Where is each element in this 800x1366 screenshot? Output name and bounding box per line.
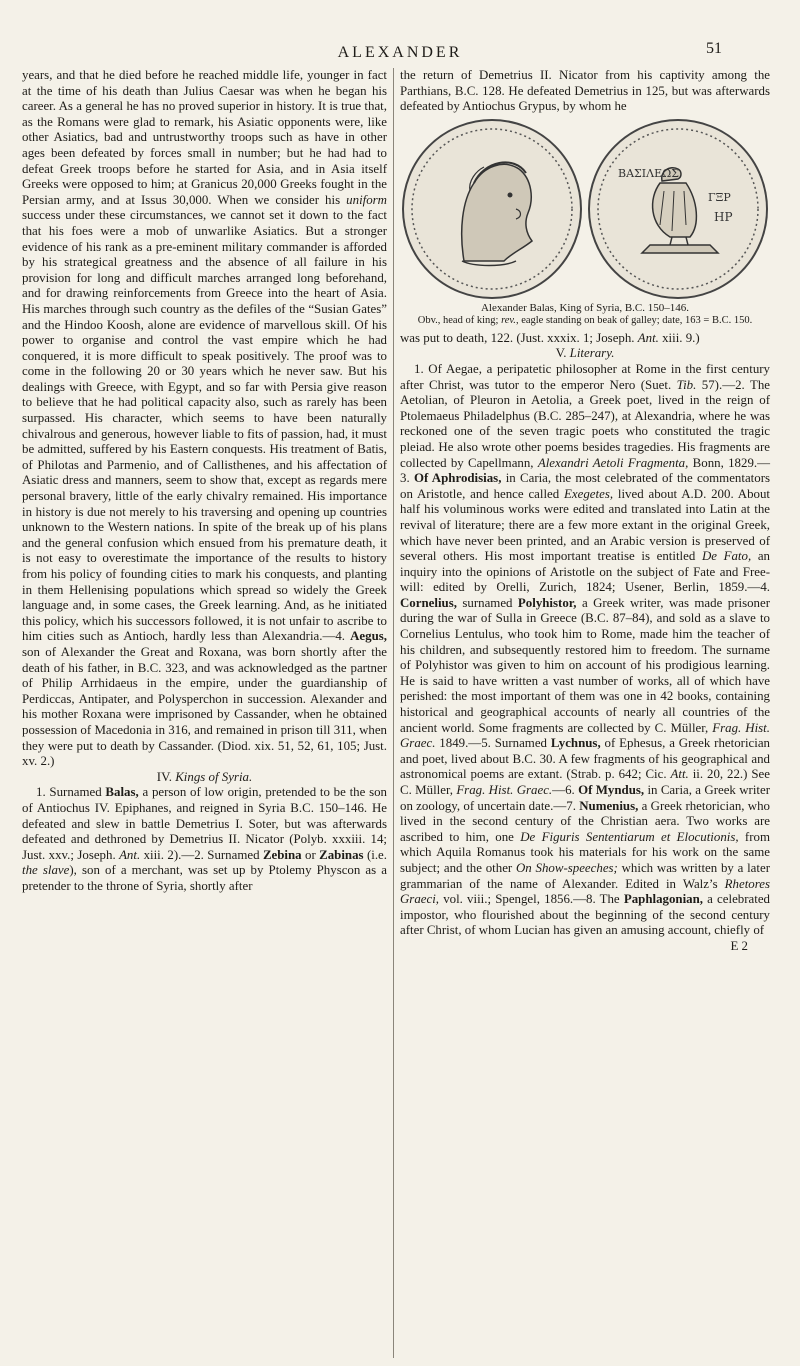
svg-text:ΓΞΡ: ΓΞΡ <box>708 190 731 204</box>
coin-head-of-king-icon <box>402 119 582 299</box>
paragraph: 1. Surnamed Balas, a person of low origin, pretended to be the son of Antiochus IV. Epiphanes, and reigned in Syria B.C. 150–146. He defeated and slew in battle Demetrius I. Soter, but was afterwards defeated and dethroned by Demetrius II. Nicator (Polyb. xxxiii. 14; Just. xxv.; Joseph. Ant. xiii. 2).—2. Surnamed Zebina or Zabinas (i.e. the slave), son of a merchant, was set up by Ptolemy Physcon as a pretender to the throne of Syria, shortly after <box>22 785 388 893</box>
column-divider <box>393 68 394 1358</box>
paragraph: 1. Of Aegae, a peripatetic philosopher at Rome in the first century after Christ, was tutor to the emperor Nero (Suet. Tib. 57).—2. The Aetolian, of Pleuron in Aetolia, a Greek poet, lived in the reign of Ptolemaeus Philadelphus (B.C. 285–247), at Alexandria, where he was reckoned one of the seven tragic poets who constituted the tragic pleiad. He also wrote other poems besides tragedies. His fragments are collected by Capellmann, Alexandri Aetoli Fragmenta, Bonn, 1829.—3. Of Aphrodisias, in Caria, the most celebrated of the commentators on Aristotle, and hence called Exegetes, lived about A.D. 200. About half his voluminous works were edited and translated into Latin at the revival of literature; there are a few more extant in the original Greek, which have never been printed, and an Arabic version is preserved of several others. His most important treatise is entitled De Fato, an inquiry into the opinions of Aristotle on the subject of Fate and Free-will: edited by Orelli, Zurich, 1824; Usener, Berlin, 1859.—4. Cornelius, surnamed Polyhistor, a Greek writer, was made prisoner during the war of Sulla in Greece (B.C. 87–84), and sold as a slave to Cornelius Lentulus, who took him to Rome, made him the teacher of his children, and subsequently restored him to freedom. The surname of Polyhistor was given to him on account of his prodigious learning. He is said to have written a vast number of works, all of which have perished: the most important of them was one in 42 books, containing historical and geographical accounts of nearly all countries of the ancient world. Some fragments are collected by C. Müller, Frag. Hist. Graec. 1849.—5. Surnamed Lychnus, of Ephesus, a Greek rhetorician and poet, lived about B.C. 30. A few fragments of his geographical and astronomical poems are extant. (Strab. p. 642; Cic. Att. ii. 20, 22.) See C. Müller, Frag. Hist. Graec.—6. Of Myndus, in Caria, a Greek writer on zoology, of uncertain date.—7. Numenius, a Greek rhetorician, who lived in the second century of the Christian aera. Two works are ascribed to him, one De Figuris Sententiarum et Elocutionis, from which Aquila Romanus took his materials for his work on the same subject; and the other On Show-speeches; which was written by a later grammarian of the name of Alexander. Edited in Walz’s Rhetores Graeci, vol. viii.; Spengel, 1856.—8. The Paphlagonian, a celebrated impostor, who flourished about the beginning of the second century after Christ, of whom Lucian has given an amusing account, chiefly of <box>400 361 771 938</box>
paragraph: years, and that he died before he reached middle life, younger in fact at the time of his death than Julius Caesar was when he began his career. As a general he has no proved superior in history. It is true that, as the Romans were glad to remark, his Asiatic opponents were, like other Asiatics, bad and untrustworthy troops such as have in other ages been defeated by forces small in number; but he had had to defeat Greek troops before he started for Asia, and in Asia itself Greeks were opposed to him; at Granicus 20,000 Greeks fought in the Persian army, and at Issus 30,000. When we consider his uniform success under these circumstances, we cannot set it down to the fact that his foes were a mob of unwarlike Asiatics. But a stronger evidence of his rank as a pre-eminent military commander is afforded by his strategical greatness and the absence of all failure in his provision for long and difficult marches arranged long beforehand, and for drawing reinforcements from Greece into the heart of Asia. His marches through such country as the defiles of the “Susian Gates” and the Hindoo Koosh, alone are evidence of marvellous skill. Of his power to organise and control the vast empire which he had conquered, it is more difficult to speak positively. The proof was to come in the following 20 or 30 years which he never saw. But his dealings with Greece, with Egypt, and so far with Persia give reason to believe that he had political capacity also, such as rarely has been surpassed. His character, which seems to have been naturally chivalrous and generous, however liable to fits of passion, had, it must be admitted, suffered by his Eastern conquests. His treatment of Batis, of Philotas and Parmenio, and of Callisthenes, and his affectation of Asiatic dress and manners, seem to show that, except as regards mere personal bravery, little of the early chivalry remained. His importance in history is due not merely to his traversing and opening up countries unknown to the Western nations. In spite of the break up of his plans and the general confusion which ensued from his premature death, it is not easy to overestimate the importance of the results to history from his policy of founding cities to mark his conquests, and planting in them Hellenising populations which spread so widely the Greek language and, in some cases, the Greek learning. And, as he initiated this policy, which his successors followed, it is not unfair to ascribe to him cities such as Antioch, hardly less than Alexandria.—4. Aegus, son of Alexander the Great and Roxana, was born shortly after the death of his father, in B.C. 323, and was acknowledged as the partner of Philip Arrhidaeus in the empire, under the guardianship of Perdiccas, Antipater, and Polysperchon in succession. Alexander and his mother Roxana were imprisoned by Cassander, when he obtained possession of Macedonia in 316, and remained in prison till 311, when they were put to death by Cassander. (Diod. xix. 51, 52, 61, 105; Just. xv. 2.) <box>22 68 387 769</box>
running-title: ALEXANDER <box>337 44 463 61</box>
section-heading-kings-of-syria: IV. Kings of Syria. <box>156 769 253 784</box>
svg-text:HP: HP <box>714 209 733 224</box>
coin-eagle-on-galley-icon <box>588 119 768 299</box>
section-heading-literary: V. Literary. <box>555 346 615 361</box>
figure-caption-detail: Obv., head of king; rev., eagle standing on beak of galley; date, 163 = B.C. 150. <box>417 314 753 326</box>
right-column <box>400 68 770 955</box>
figure-caption: Alexander Balas, King of Syria, B.C. 150–146. <box>480 301 690 314</box>
signature-mark: E 2 <box>730 938 748 953</box>
paragraph: was put to death, 122. (Just. xxxix. 1; Joseph. Ant. xiii. 9.) <box>400 330 700 345</box>
paragraph: the return of Demetrius II. Nicator from his captivity among the Parthians, B.C. 128. He defeated Demetrius in 125, but was afterwards defeated by Antiochus Grypus, by whom he <box>400 68 770 114</box>
svg-text:ΒΑΣΙΛΕΩΣ: ΒΑΣΙΛΕΩΣ <box>618 166 680 180</box>
coin-figure <box>400 119 770 327</box>
left-column <box>22 68 387 894</box>
page-number: 51 <box>706 40 722 57</box>
